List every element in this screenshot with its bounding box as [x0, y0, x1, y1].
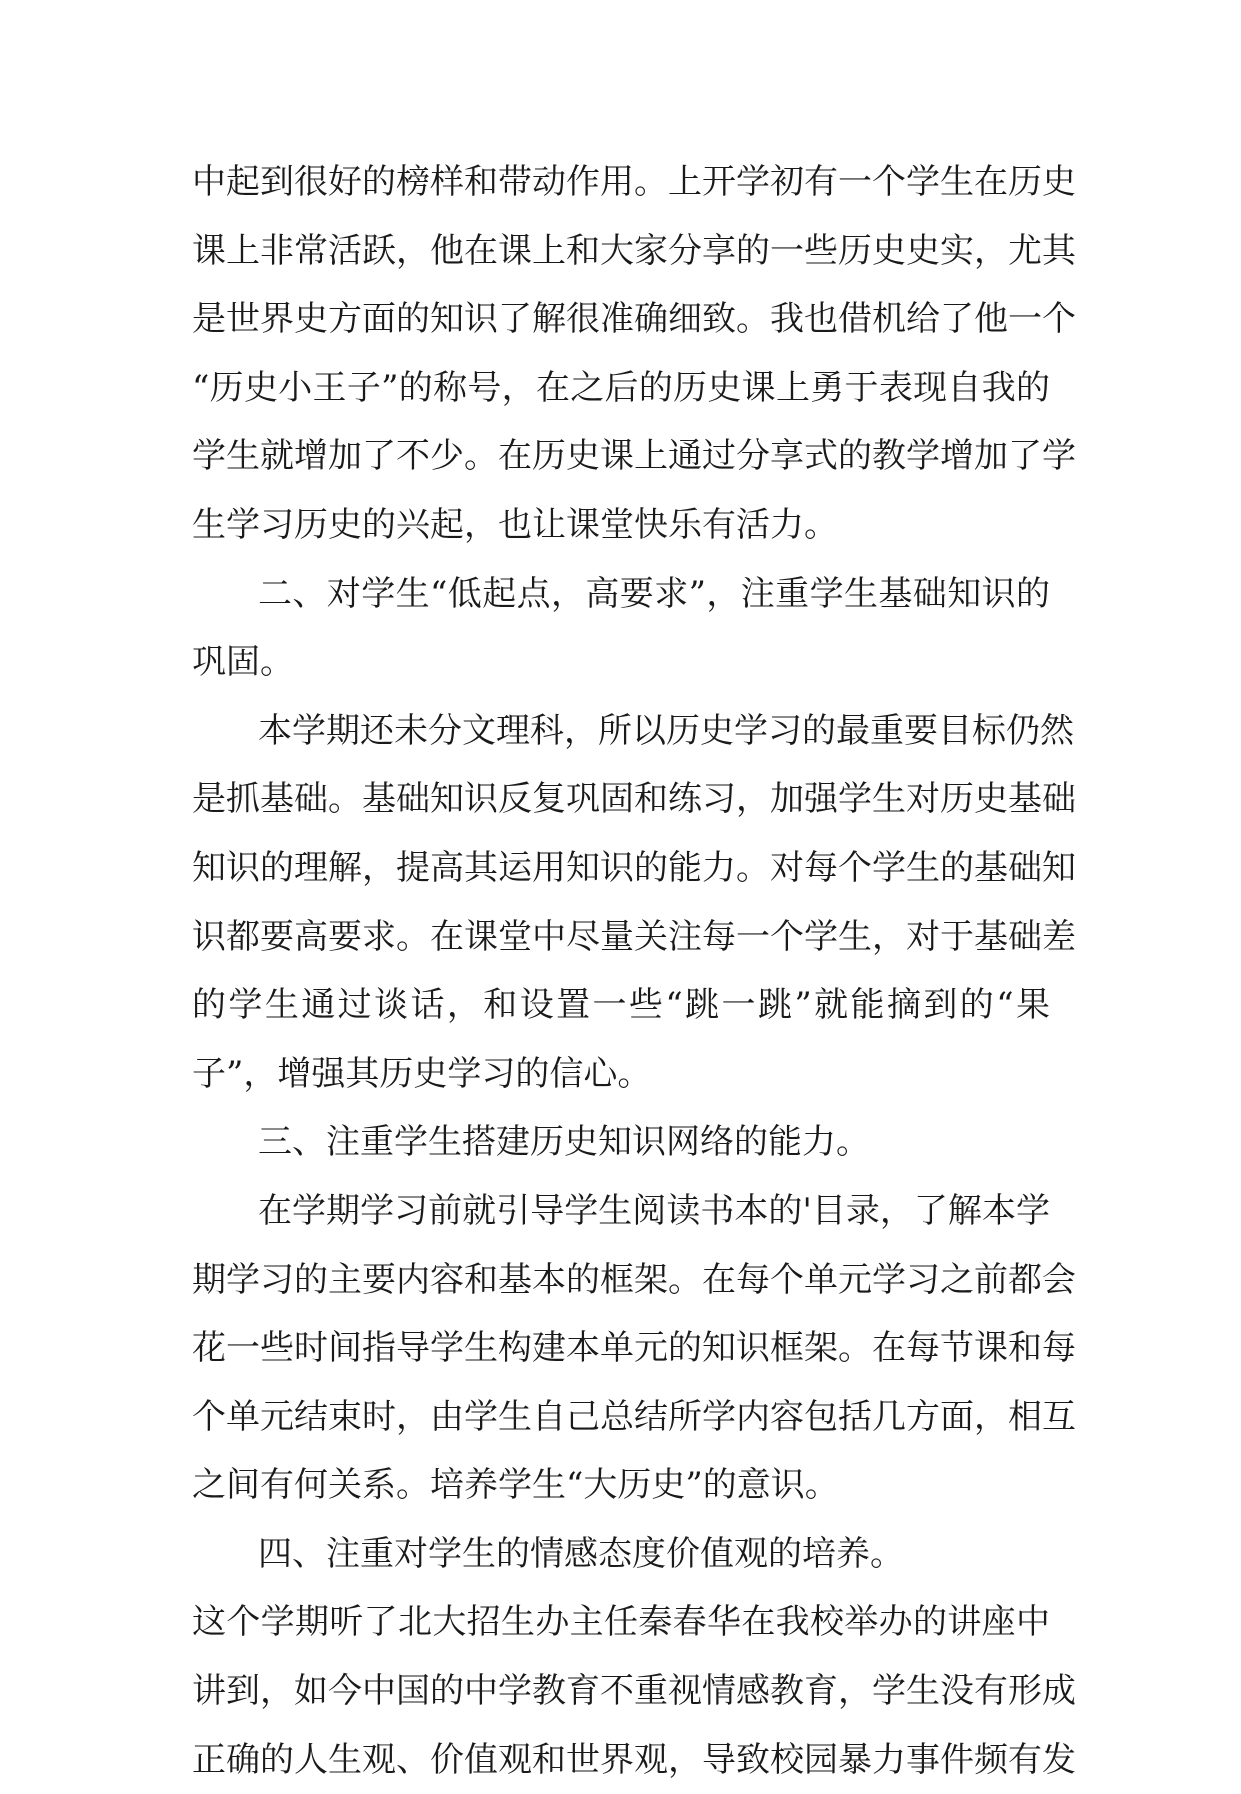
text-line: 花一些时间指导学生构建本单元的知识框架。在每节课和每	[192, 1328, 1076, 1369]
text-line: 正确的人生观、价值观和世界观，导致校园暴力事件频有发	[192, 1739, 1076, 1780]
text-line: 知识的理解，提高其运用知识的能力。对每个学生的基础知	[192, 847, 1076, 888]
text-line: 是世界史方面的知识了解很准确细致。我也借机给了他一个	[192, 299, 1076, 340]
text-line: 本学期还未分文理科，所以历史学习的最重要目标仍然	[258, 710, 1074, 751]
section-heading: 三、注重学生搭建历史知识网络的能力。	[258, 1122, 870, 1163]
text-line: 之间有何关系。培养学生“大历史”的意识。	[192, 1465, 839, 1506]
document-body	[192, 148, 1076, 1794]
text-line: 这个学期听了北大招生办主任秦春华在我校举办的讲座中	[192, 1602, 1050, 1643]
section-heading: 四、注重对学生的情感态度价值观的培养。	[258, 1533, 904, 1574]
section-heading-continuation: 巩固。	[192, 642, 294, 683]
text-line: 识都要高要求。在课堂中尽量关注每一个学生，对于基础差	[192, 916, 1076, 957]
text-line: 生学习历史的兴起，也让课堂快乐有活力。	[192, 504, 838, 545]
text-line: 子”，增强其历史学习的信心。	[192, 1053, 652, 1094]
text-line: 讲到，如今中国的中学教育不重视情感教育，学生没有形成	[192, 1671, 1076, 1712]
section-heading: 二、对学生“低起点，高要求”，注重学生基础知识的	[258, 573, 1050, 614]
text-line: 期学习的主要内容和基本的框架。在每个单元学习之前都会	[192, 1259, 1076, 1300]
text-line: “历史小王子”的称号，在之后的历史课上勇于表现自我的	[192, 367, 1050, 408]
text-line: 中起到很好的榜样和带动作用。上开学初有一个学生在历史	[192, 162, 1076, 202]
text-line: 在学期学习前就引导学生阅读书本的'目录，了解本学	[258, 1190, 1050, 1231]
text-line: 课上非常活跃，他在课上和大家分享的一些历史史实，尤其	[192, 230, 1076, 271]
text-line: 个单元结束时，由学生自己总结所学内容包括几方面，相互	[192, 1396, 1076, 1437]
text-line: 学生就增加了不少。在历史课上通过分享式的教学增加了学	[192, 436, 1076, 477]
text-line: 的学生通过谈话，和设置一些“跳一跳”就能摘到的“果	[192, 985, 1050, 1026]
text-line: 是抓基础。基础知识反复巩固和练习，加强学生对历史基础	[192, 779, 1076, 820]
